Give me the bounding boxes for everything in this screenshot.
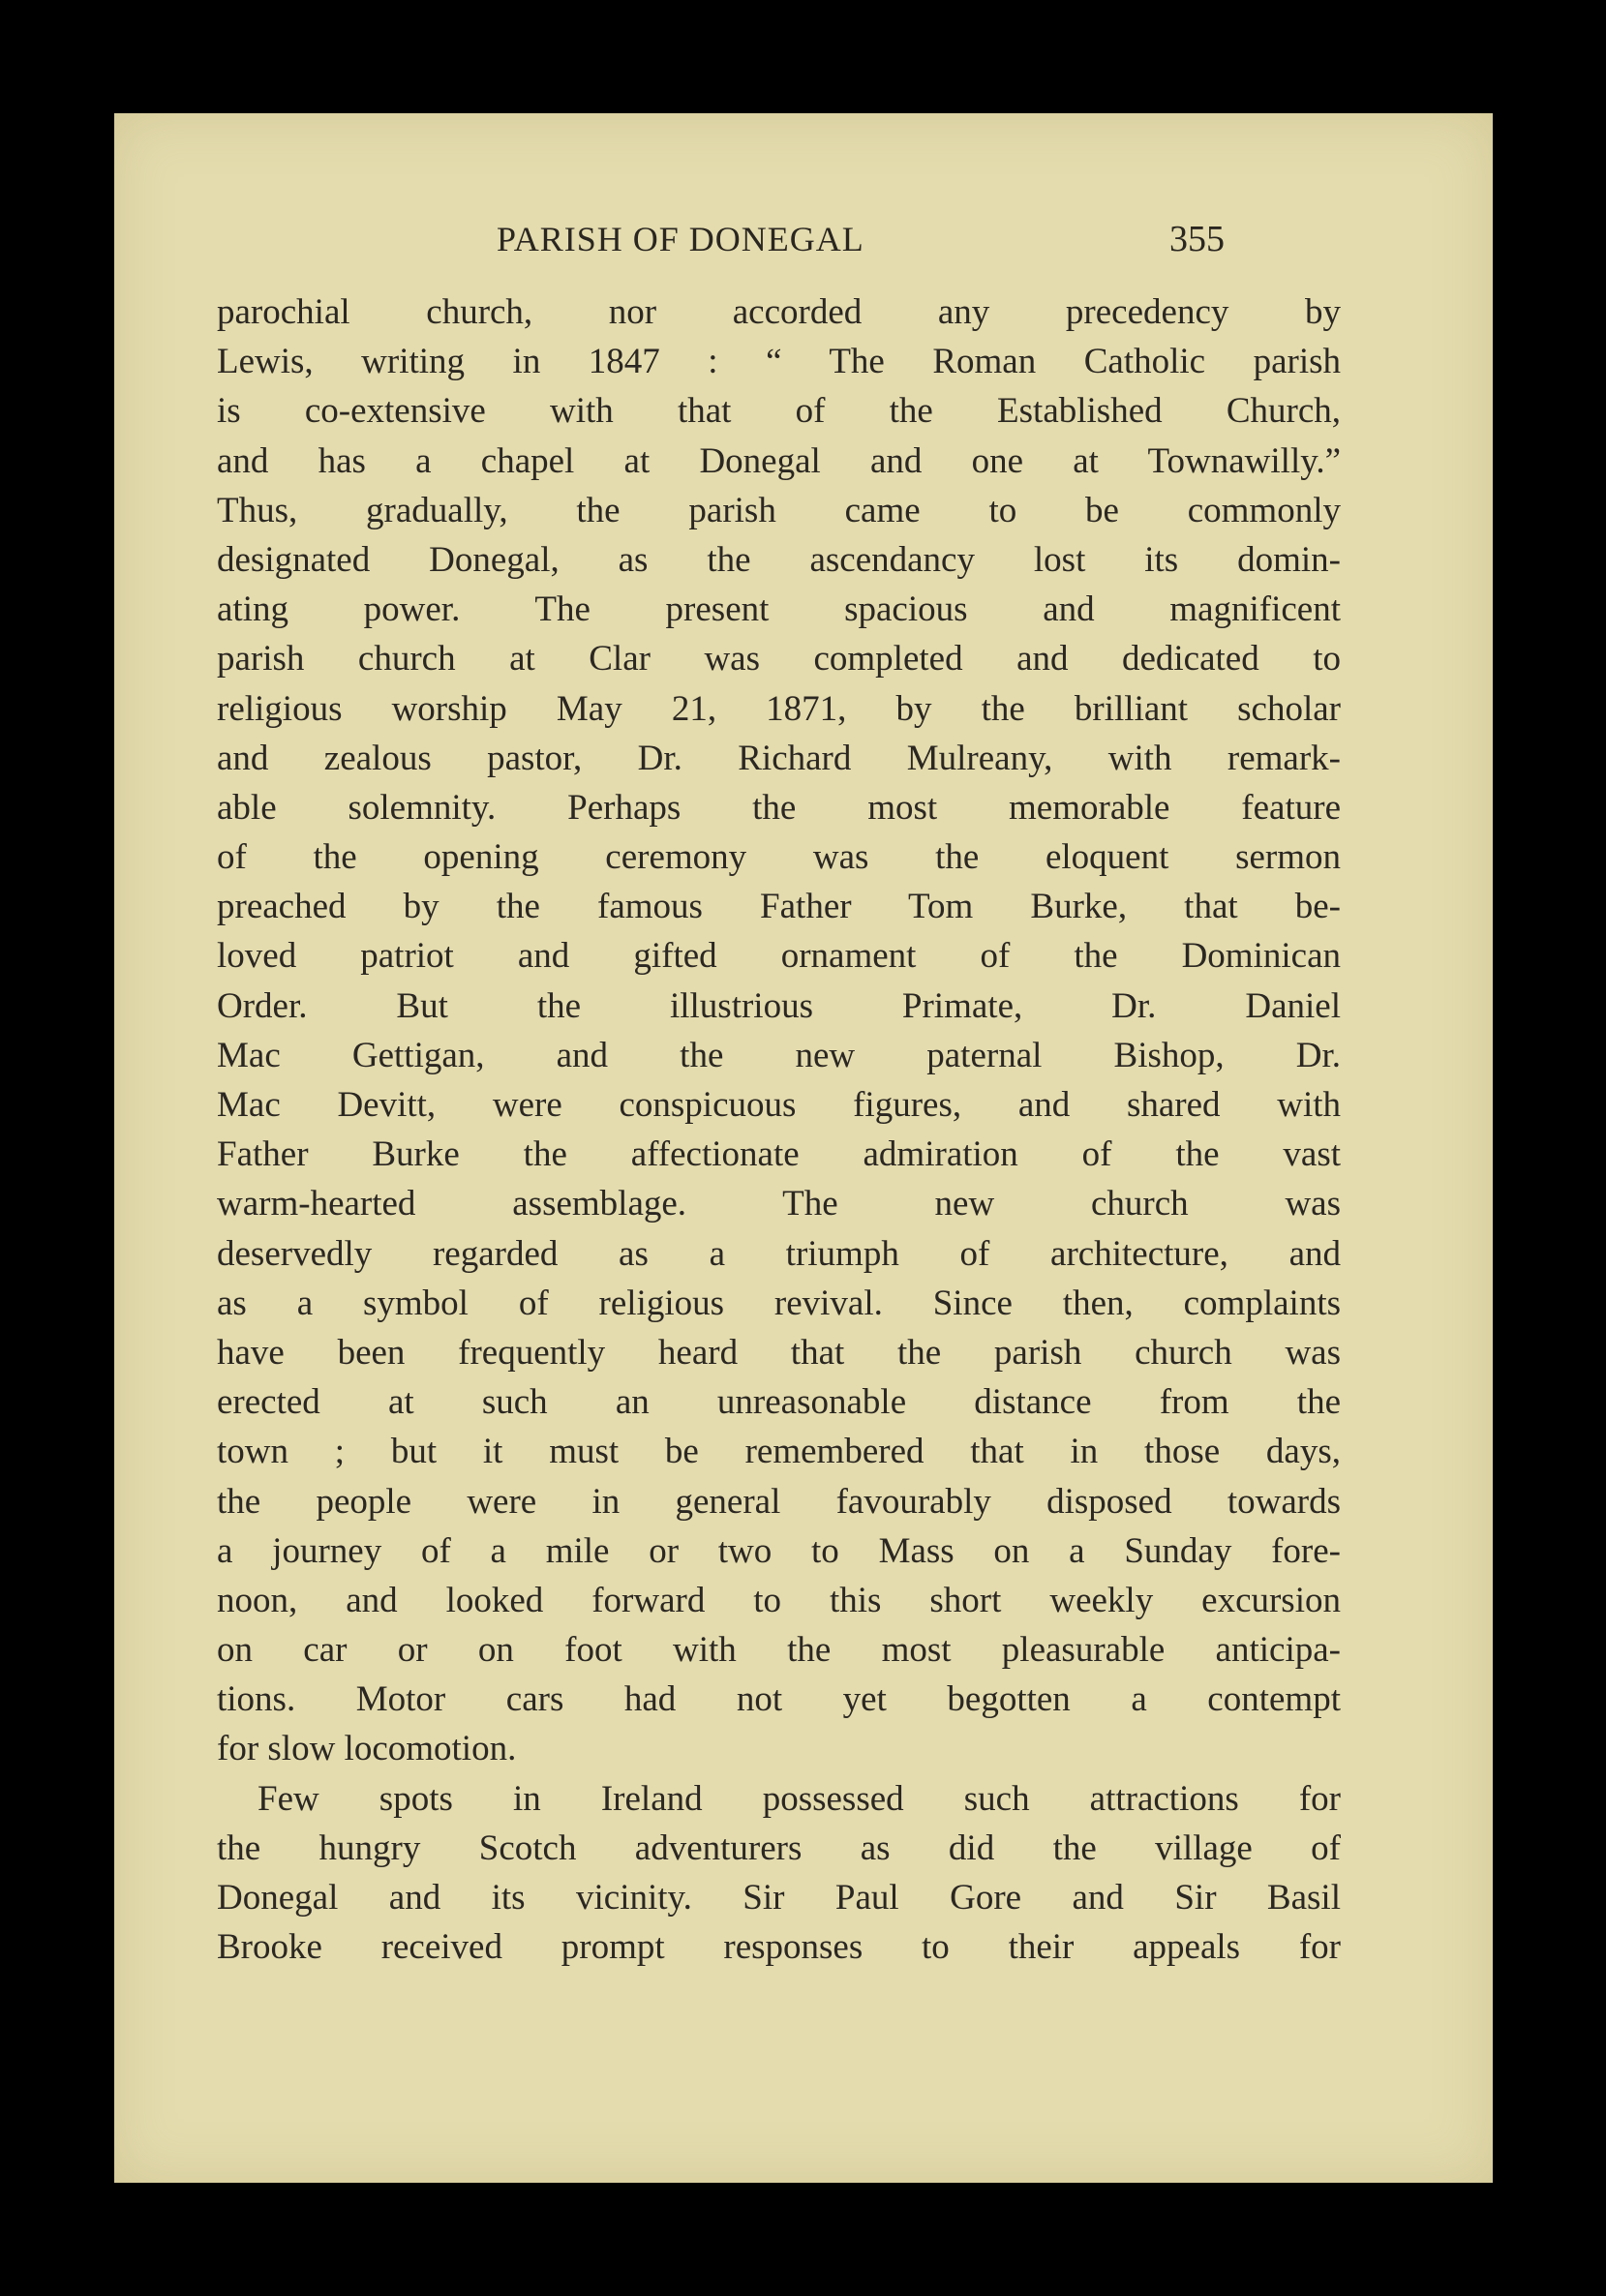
text-line: of the opening ceremony was the eloquent sermon [217, 837, 1341, 878]
text-line: for slow locomotion. [217, 1729, 517, 1769]
text-line: Mac Devitt, were conspicuous figures, and shared with [217, 1085, 1341, 1125]
text-line: is co-extensive with that of the Established Church, [217, 391, 1341, 432]
text-line: the people were in general favourably disposed towards [217, 1481, 1341, 1522]
running-title: PARISH OF DONEGAL [497, 220, 864, 258]
text-line: Mac Gettigan, and the new paternal Bishop, Dr. [217, 1035, 1341, 1075]
text-line: and zealous pastor, Dr. Richard Mulreany, with remark- [217, 738, 1341, 778]
text-line: parish church at Clar was completed and dedicated to [217, 639, 1341, 680]
text-line: Thus, gradually, the parish came to be commonly [217, 490, 1341, 530]
running-head [114, 210, 1493, 268]
text-line: deservedly regarded as a triumph of architecture, and [217, 1233, 1341, 1274]
body-text [217, 287, 1341, 1972]
text-line: town ; but it must be remembered that in those days, [217, 1432, 1341, 1472]
book-page [114, 113, 1493, 2183]
text-line: erected at such an unreasonable distance from the [217, 1382, 1341, 1423]
text-line: tions. Motor cars had not yet begotten a contempt [217, 1679, 1341, 1720]
text-line: and has a chapel at Donegal and one at Townawilly.” [217, 440, 1341, 481]
paragraph [217, 287, 1341, 1774]
text-line: religious worship May 21, 1871, by the brilliant scholar [217, 688, 1341, 729]
text-line: preached by the famous Father Tom Burke, that be- [217, 887, 1341, 927]
text-line: as a symbol of religious revival. Since then, complaints [217, 1283, 1341, 1323]
text-line: designated Donegal, as the ascendancy lost its domin- [217, 539, 1341, 580]
text-line: ating power. The present spacious and magnificent [217, 589, 1341, 630]
text-line: parochial church, nor accorded any precedency by [217, 292, 1341, 332]
text-line: noon, and looked forward to this short weekly excursion [217, 1580, 1341, 1620]
paragraph [217, 1774, 1341, 1973]
text-line: Order. But the illustrious Primate, Dr. Daniel [217, 985, 1341, 1026]
page-number: 355 [1169, 219, 1225, 259]
text-line: warm-hearted assemblage. The new church was [217, 1184, 1341, 1224]
text-line: the hungry Scotch adventurers as did the village of [217, 1828, 1341, 1868]
text-line: a journey of a mile or two to Mass on a Sunday fore- [217, 1530, 1341, 1571]
text-line: able solemnity. Perhaps the most memorable feature [217, 787, 1341, 828]
text-line: Donegal and its vicinity. Sir Paul Gore and Sir Basil [217, 1878, 1341, 1918]
text-line: Brooke received prompt responses to their appeals for [217, 1927, 1341, 1968]
text-line: loved patriot and gifted ornament of the Dominican [217, 936, 1341, 977]
text-line: Lewis, writing in 1847 : “ The Roman Catholic parish [217, 342, 1341, 382]
text-line: Father Burke the affectionate admiration of the vast [217, 1134, 1341, 1175]
text-line: have been frequently heard that the parish church was [217, 1332, 1341, 1373]
text-line: Few spots in Ireland possessed such attractions for [258, 1778, 1341, 1819]
text-line: on car or on foot with the most pleasurable anticipa- [217, 1630, 1341, 1671]
